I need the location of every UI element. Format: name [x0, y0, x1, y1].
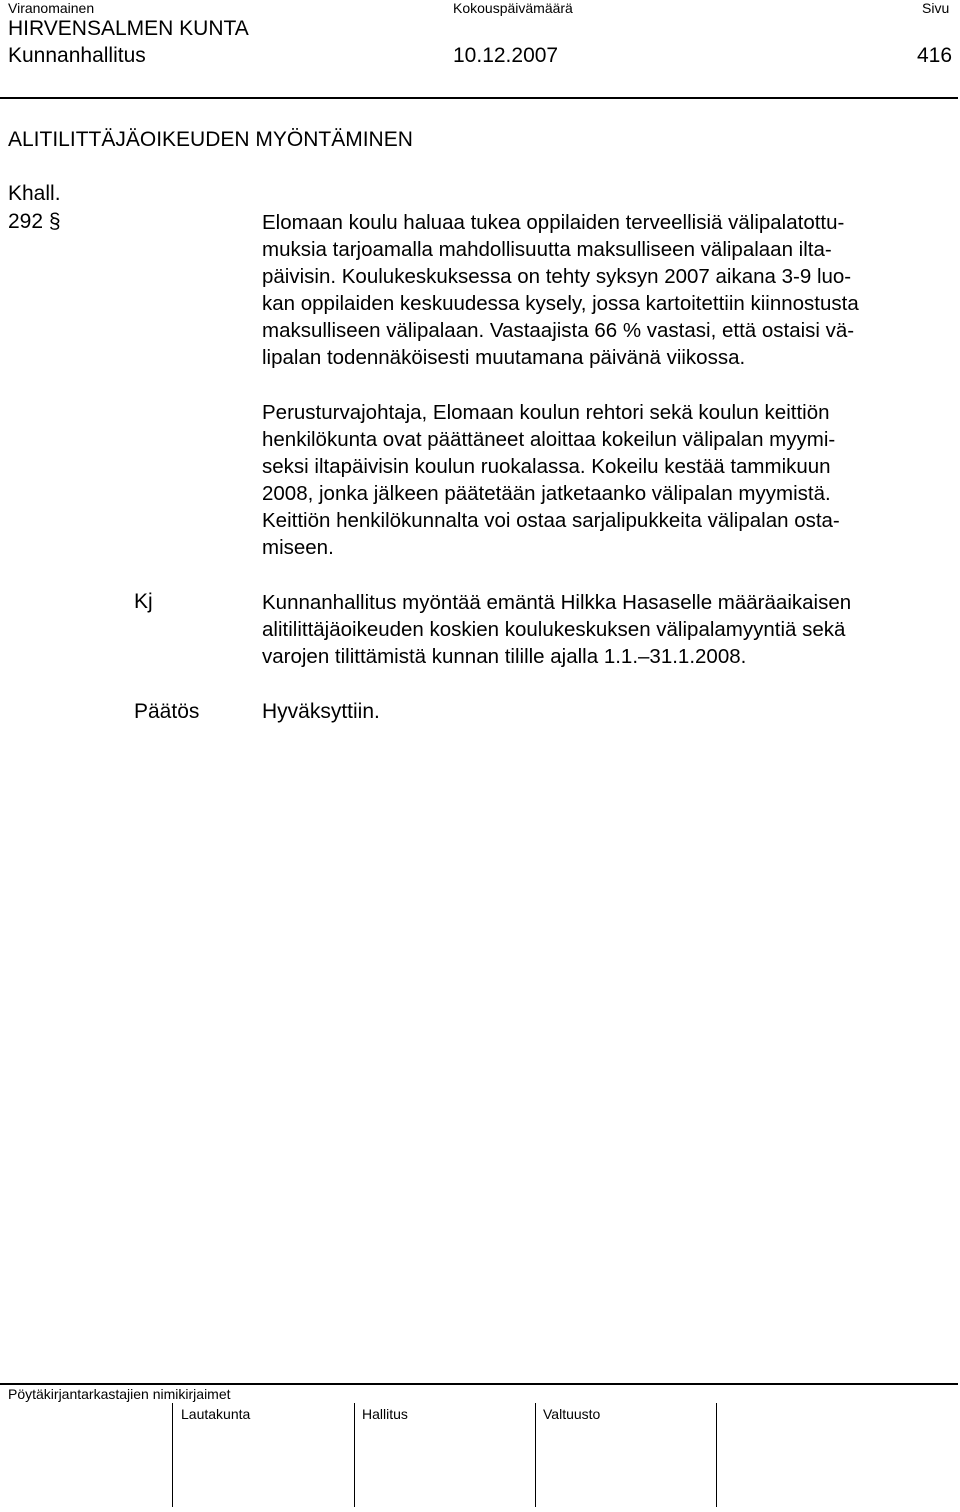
footer-column-divider [535, 1403, 536, 1507]
document-title: ALITILITTÄJÄOIKEUDEN MYÖNTÄMINEN [8, 128, 413, 151]
footer-board-label: Hallitus [362, 1406, 408, 1422]
header-authority: Kunnanhallitus [8, 44, 146, 67]
header-page-number: 416 [917, 44, 953, 67]
paragraph-line: 2008, jonka jälkeen päätetään jatketaanko välipalan myymistä. [262, 482, 831, 505]
paragraph-line: henkilökunta ovat päättäneet aloittaa kokeilun välipalan myymi- [262, 428, 836, 451]
proposal-line: varojen tilittämistä kunnan tilille ajalla 1.1.–31.1.2008. [262, 645, 747, 668]
proposal-line: alitilittäjäoikeuden koskien koulukeskuksen välipalamyyntiä sekä [262, 618, 846, 641]
paragraph-line: miseen. [262, 536, 334, 559]
footer-committee-label: Lautakunta [181, 1406, 251, 1422]
paragraph-background [262, 209, 952, 371]
paragraph-line: seksi iltapäivisin koulun ruokalassa. Kokeilu kestää tammikuun [262, 455, 831, 478]
footer-council-label: Valtuusto [543, 1406, 601, 1422]
paragraph-line: muksia tarjoamalla mahdollisuutta maksulliseen välipalaan ilta- [262, 238, 832, 261]
header-date: 10.12.2007 [453, 44, 559, 67]
paragraph-line: lipalan todennäköisesti muutamana päivänä viikossa. [262, 346, 746, 369]
section-prefix: Khall. [8, 182, 61, 205]
paragraph-line: Elomaan koulu haluaa tukea oppilaiden terveellisiä välipalatottu- [262, 211, 845, 234]
paragraph-line: Keittiön henkilökunnalta voi ostaa sarjalipukkeita välipalan osta- [262, 509, 840, 532]
paragraph-line: kan oppilaiden keskuudessa kysely, jossa kartoitettiin kiinnostusta [262, 292, 859, 315]
proposal-line: Kunnanhallitus myöntää emäntä Hilkka Hasaselle määräaikaisen [262, 591, 852, 614]
header-page-label: Sivu [922, 0, 950, 16]
footer-divider [0, 1383, 958, 1385]
paragraph-line: Perusturvajohtaja, Elomaan koulun rehtori sekä koulun keittiön [262, 401, 830, 424]
section-number: 292 § [8, 210, 61, 233]
paragraph-line: maksulliseen välipalaan. Vastaajista 66 % vastasi, että ostaisi vä- [262, 319, 855, 342]
header-divider [0, 97, 958, 99]
footer-column-divider [172, 1403, 173, 1507]
paragraph-line: päivisin. Koulukeskuksessa on tehty syksyn 2007 aikana 3-9 luo- [262, 265, 852, 288]
header-authority-label: Viranomainen [8, 0, 95, 16]
proposal-text [262, 589, 952, 670]
decision-text: Hyväksyttiin. [262, 700, 380, 723]
proposal-label: Kj [134, 590, 153, 613]
municipality-name: HIRVENSALMEN KUNTA [8, 17, 249, 40]
signatures-label: Pöytäkirjantarkastajien nimikirjaimet [8, 1386, 231, 1402]
footer-column-divider [354, 1403, 355, 1507]
decision-label: Päätös [134, 700, 200, 723]
header-date-label: Kokouspäivämäärä [453, 0, 573, 16]
footer-column-divider [716, 1403, 717, 1507]
paragraph-trial [262, 399, 952, 561]
